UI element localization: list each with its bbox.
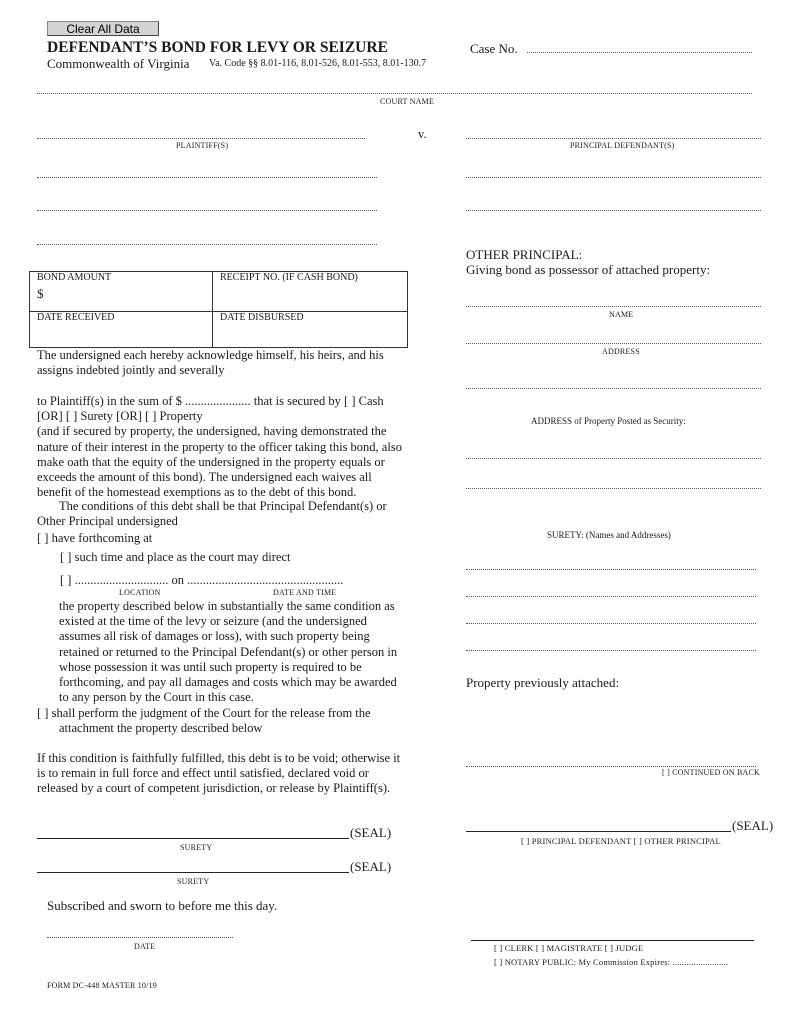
surety-names-label: SURETY: (Names and Addresses) — [547, 530, 671, 540]
subscribed-statement: Subscribed and sworn to before me this day. — [47, 898, 278, 913]
plaintiff-field-1[interactable] — [37, 138, 365, 139]
principal-signature-line[interactable] — [466, 831, 731, 832]
bond-amount-label: BOND AMOUNT — [37, 272, 112, 283]
commonwealth-label: Commonwealth of Virginia — [47, 56, 190, 71]
court-name-field[interactable] — [37, 93, 752, 94]
location-date-line[interactable]: [ ] .............................. on .................................................. — [60, 573, 344, 587]
surety-field-4[interactable] — [466, 650, 756, 651]
officer-signature-line[interactable] — [471, 940, 754, 941]
surety-field-3[interactable] — [466, 623, 756, 624]
form-title: DEFENDANT’S BOND FOR LEVY OR SEIZURE — [47, 39, 388, 56]
date-time-caption: DATE AND TIME — [273, 588, 337, 597]
officer-type-checkboxes[interactable]: [ ] CLERK [ ] MAGISTRATE [ ] JUDGE — [494, 943, 644, 953]
plaintiff-field-3[interactable] — [37, 210, 377, 211]
form-id: FORM DC-448 MASTER 10/19 — [47, 981, 157, 990]
principal-defendants-caption: PRINCIPAL DEFENDANT(S) — [570, 141, 675, 150]
date-caption: DATE — [134, 942, 156, 951]
plaintiffs-caption: PLAINTIFF(S) — [176, 141, 229, 150]
property-address-field-1[interactable] — [466, 458, 761, 459]
principal-type-checkboxes[interactable]: [ ] PRINCIPAL DEFENDANT [ ] OTHER PRINCIPAL — [521, 836, 721, 846]
paragraph-void: If this condition is faithfully fulfilled, this debt is to be void; otherwise it is to remain in full force and effect until satisfied, declared void or released by a court of competent jurisdiction, or release by Plaintiff(s). — [37, 751, 401, 796]
seal-label-2: (SEAL) — [350, 859, 392, 874]
case-no-label: Case No. — [470, 41, 518, 56]
other-principal-address-field[interactable] — [466, 343, 761, 344]
surety-signature-line-2[interactable] — [37, 872, 349, 873]
paragraph-property: the property described below in substantially the same condition as existed at the time of the levy or seizure (and the undersigned assumes all risk of damages or loss), with such property being retained or returned to the Principal Defendant(s) or other person in whose possession it was until such property is required to be forthcoming, and pay all damages and costs which may be awarded to any person by the Court in this case. — [59, 599, 398, 705]
property-previously-label: Property previously attached: — [466, 675, 620, 690]
paragraph-sum: to Plaintiff(s) in the sum of $ ..................... that is secured by [ ] Cash [OR] [ ] Surety [OR] [ ] Property (and if secured by property, the undersigned, having demonstrated the nature of their interest in the property to the officer taking this bond, also make oath that the equity of the undersigned in the property equals or exceeds the amount of this bond). The undersigned each waives all benefit of the homestead exemptions as to the debt of this bond. — [37, 394, 402, 500]
seal-label-3: (SEAL) — [732, 818, 774, 833]
giving-bond-label: Giving bond as possessor of attached property: — [466, 262, 711, 277]
surety-field-2[interactable] — [466, 596, 756, 597]
case-no-field[interactable] — [527, 52, 752, 53]
code-reference: Va. Code §§ 8.01-116, 8.01-526, 8.01-553, 8.01-130.7 — [209, 58, 427, 69]
continued-on-back-checkbox[interactable]: [ ] CONTINUED ON BACK — [662, 768, 760, 777]
property-address-field-2[interactable] — [466, 488, 761, 489]
such-time-checkbox[interactable]: [ ] such time and place as the court may direct — [60, 550, 291, 564]
date-field[interactable] — [47, 937, 233, 938]
clear-all-data-button[interactable]: Clear All Data — [47, 21, 159, 36]
name-caption: NAME — [609, 310, 634, 319]
address-caption: ADDRESS — [602, 347, 640, 356]
notary-public-checkbox[interactable]: [ ] NOTARY PUBLIC: My Commission Expires: ........................ — [494, 957, 729, 967]
paragraph-conditions: The conditions of this debt shall be that Principal Defendant(s) or Other Principal undersigned — [37, 499, 387, 529]
judgment-checkbox[interactable]: [ ] shall perform the judgment of the Court for the release from the attachment the property described below — [37, 706, 371, 736]
date-received-label: DATE RECEIVED — [37, 312, 115, 323]
surety-caption-2: SURETY — [177, 877, 210, 886]
other-principal-name-field[interactable] — [466, 306, 761, 307]
other-principal-heading: OTHER PRINCIPAL: — [466, 247, 583, 262]
forthcoming-checkbox[interactable]: [ ] have forthcoming at — [37, 531, 153, 545]
surety-caption-1: SURETY — [180, 843, 213, 852]
plaintiff-field-2[interactable] — [37, 177, 377, 178]
defendant-field-2[interactable] — [466, 177, 761, 178]
defendant-field-3[interactable] — [466, 210, 761, 211]
location-caption: LOCATION — [119, 588, 161, 597]
surety-signature-line-1[interactable] — [37, 838, 349, 839]
address-field-2[interactable] — [466, 388, 761, 389]
sum-line[interactable]: to Plaintiff(s) in the sum of $ ..................... that is secured by [ ] Cash — [37, 394, 384, 408]
dollar-sign: $ — [37, 286, 44, 301]
versus-label: v. — [418, 127, 427, 141]
surety-field-1[interactable] — [466, 569, 756, 570]
seal-label-1: (SEAL) — [350, 825, 392, 840]
bond-box-divider-v — [212, 271, 213, 347]
paragraph-acknowledge: The undersigned each hereby acknowledge himself, his heirs, and his assigns indebted jointly and severally — [37, 348, 384, 378]
receipt-no-label: RECEIPT NO. (IF CASH BOND) — [220, 272, 358, 283]
address-property-label: ADDRESS of Property Posted as Security: — [531, 416, 686, 426]
court-name-caption: COURT NAME — [380, 97, 435, 106]
defendant-field-1[interactable] — [466, 138, 761, 139]
plaintiff-field-4[interactable] — [37, 244, 377, 245]
date-disbursed-label: DATE DISBURSED — [220, 312, 304, 323]
property-previously-field[interactable] — [466, 766, 756, 767]
